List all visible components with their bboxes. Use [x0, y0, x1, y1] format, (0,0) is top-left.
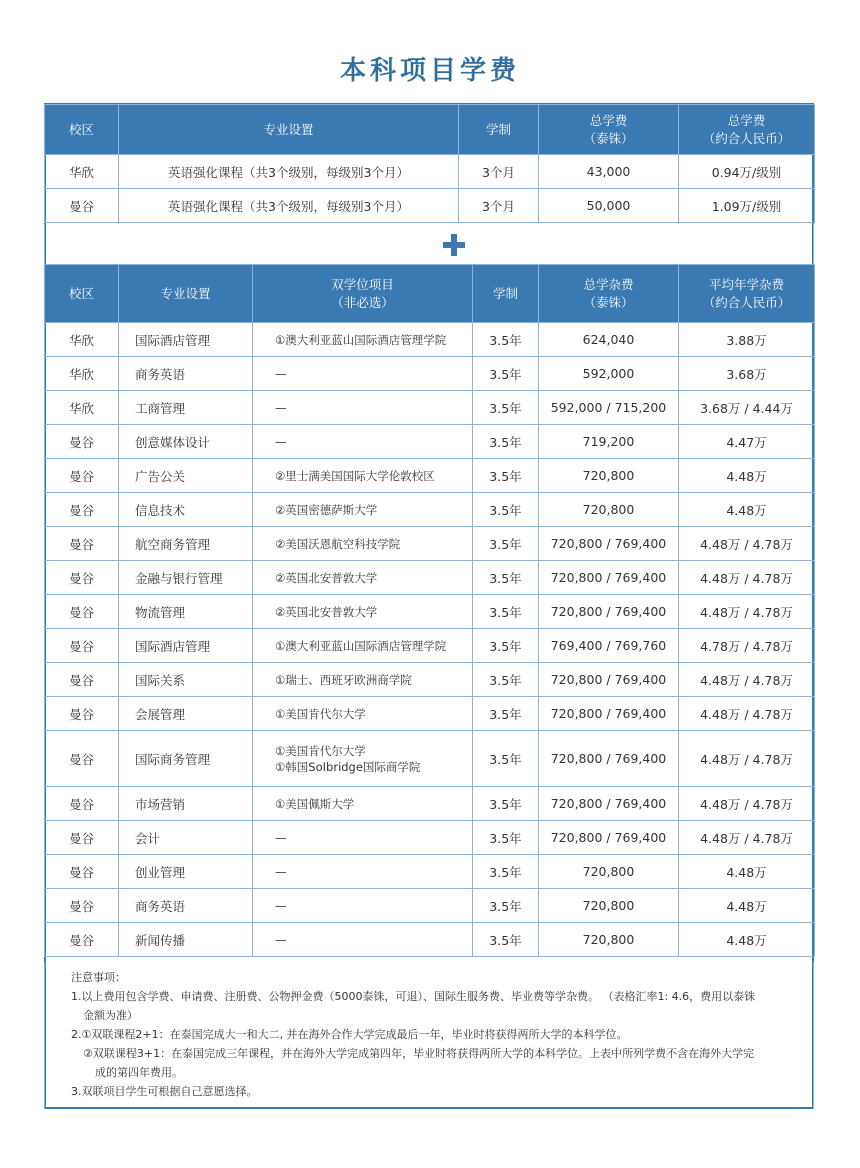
column-header: 平均年学杂费 （约合人民币）	[679, 265, 815, 323]
table-cell: 曼谷	[45, 527, 119, 561]
table-header-row	[45, 265, 815, 323]
table-row	[45, 787, 815, 821]
table-cell: 商务英语	[119, 889, 253, 923]
table-cell: 华欣	[45, 155, 119, 189]
table-cell: 3.5年	[473, 923, 539, 957]
table-cell: 3.5年	[473, 697, 539, 731]
table-cell: 720,800 / 769,400	[539, 821, 679, 855]
table-cell: ②美国沃恩航空科技学院	[253, 527, 473, 561]
table-cell: 会计	[119, 821, 253, 855]
table-cell: —	[253, 821, 473, 855]
table-cell: 3.5年	[473, 425, 539, 459]
table-cell: 592,000 / 715,200	[539, 391, 679, 425]
table-cell: 3.5年	[473, 731, 539, 787]
table-row	[45, 425, 815, 459]
table-cell: 曼谷	[45, 731, 119, 787]
notes-section	[44, 962, 814, 1109]
table-cell: 曼谷	[45, 493, 119, 527]
table-cell: 720,800 / 769,400	[539, 595, 679, 629]
table-cell: —	[253, 923, 473, 957]
table-cell: 3.5年	[473, 787, 539, 821]
table-cell: 720,800 / 769,400	[539, 697, 679, 731]
table-cell: 曼谷	[45, 821, 119, 855]
column-header: 校区	[45, 265, 119, 323]
table-cell: ①美国佩斯大学	[253, 787, 473, 821]
table-cell: 4.48万	[679, 855, 815, 889]
column-header: 校区	[45, 105, 119, 155]
table-cell: ①美国肯代尔大学 ①韩国SoIbridge国际商学院	[253, 731, 473, 787]
table-cell: 3.5年	[473, 459, 539, 493]
table-cell: 华欣	[45, 323, 119, 357]
table-cell: 720,800	[539, 493, 679, 527]
column-header: 总学杂费 （泰铢）	[539, 265, 679, 323]
table-row	[45, 357, 815, 391]
note-1: 1.以上费用包含学费、申请费、注册费、公物押金费（5000泰铢，可退）、国际生服务费、毕业费等学杂费。 （表格汇率1: 4.6，费用以泰铢	[71, 990, 756, 1003]
table-cell: 商务英语	[119, 357, 253, 391]
table-cell: 会展管理	[119, 697, 253, 731]
table-cell: 3个月	[459, 155, 539, 189]
table-cell: 4.47万	[679, 425, 815, 459]
table-cell: 0.94万/级别	[679, 155, 815, 189]
table-cell: 4.48万	[679, 459, 815, 493]
table-cell: 国际酒店管理	[119, 629, 253, 663]
table-cell: 华欣	[45, 357, 119, 391]
table-row	[45, 189, 815, 223]
table-cell: 3.5年	[473, 323, 539, 357]
table-cell: 1.09万/级别	[679, 189, 815, 223]
table-cell: 金融与银行管理	[119, 561, 253, 595]
column-header: 双学位项目 （非必选）	[253, 265, 473, 323]
column-header: 专业设置	[119, 265, 253, 323]
table-row	[45, 391, 815, 425]
table-cell: 曼谷	[45, 787, 119, 821]
table-cell: 航空商务管理	[119, 527, 253, 561]
table-cell: 曼谷	[45, 697, 119, 731]
bachelor-fee-table	[44, 264, 815, 957]
table-cell: 3.5年	[473, 595, 539, 629]
table-cell: 720,800 / 769,400	[539, 527, 679, 561]
table-cell: 720,800 / 769,400	[539, 787, 679, 821]
column-header: 学制	[459, 105, 539, 155]
note-2: 2.①双联课程2+1：在泰国完成大一和大二, 并在海外合作大学完成最后一年，毕业时将获得两所大学的本科学位。	[71, 1028, 628, 1041]
table-cell: 43,000	[539, 155, 679, 189]
table-cell: 国际酒店管理	[119, 323, 253, 357]
table-cell: 曼谷	[45, 459, 119, 493]
table-cell: 720,800 / 769,400	[539, 561, 679, 595]
language-fee-table	[44, 104, 815, 223]
note-1-cont: 金额为准）	[83, 1009, 138, 1022]
table-cell: 曼谷	[45, 663, 119, 697]
table-cell: 3.5年	[473, 391, 539, 425]
table-cell: —	[253, 357, 473, 391]
column-header: 专业设置	[119, 105, 459, 155]
note-4: 3.双联项目学生可根据自己意愿选择。	[71, 1085, 258, 1098]
table-cell: 3.68万	[679, 357, 815, 391]
table-cell: 4.48万	[679, 923, 815, 957]
table-cell: 市场营销	[119, 787, 253, 821]
page-title: 本科项目学费	[339, 56, 520, 86]
table-cell: 3.68万 / 4.44万	[679, 391, 815, 425]
table-cell: 3.5年	[473, 855, 539, 889]
table-cell: 4.48万 / 4.78万	[679, 731, 815, 787]
table-cell: 信息技术	[119, 493, 253, 527]
plus-icon	[443, 234, 465, 256]
table-cell: 4.48万 / 4.78万	[679, 787, 815, 821]
table-cell: 国际关系	[119, 663, 253, 697]
table-cell: 720,800	[539, 855, 679, 889]
column-header: 总学费 （泰铢）	[539, 105, 679, 155]
table-cell: 720,800	[539, 459, 679, 493]
table-cell: —	[253, 425, 473, 459]
table-cell: 3.5年	[473, 821, 539, 855]
note-3: ②双联课程3+1：在泰国完成三年课程，并在海外大学完成第四年，毕业时将获得两所大学的本科学位。上表中所列学费不含在海外大学完	[83, 1047, 755, 1060]
table-row	[45, 855, 815, 889]
table-cell: 3.5年	[473, 561, 539, 595]
table-row	[45, 663, 815, 697]
table-cell: ②英国北安普敦大学	[253, 561, 473, 595]
table-cell: 4.48万 / 4.78万	[679, 821, 815, 855]
table-cell: 曼谷	[45, 923, 119, 957]
table-cell: ①瑞士、西班牙欧洲商学院	[253, 663, 473, 697]
table-row	[45, 493, 815, 527]
table-row	[45, 923, 815, 957]
plus-separator	[44, 224, 814, 264]
table-cell: —	[253, 391, 473, 425]
table-cell: 物流管理	[119, 595, 253, 629]
table-row	[45, 561, 815, 595]
table-cell: 英语强化课程（共3个级别，每级别3个月）	[119, 189, 459, 223]
table-header-row	[45, 105, 815, 155]
table-cell: 英语强化课程（共3个级别，每级别3个月）	[119, 155, 459, 189]
table-cell: 新闻传播	[119, 923, 253, 957]
table-cell: 592,000	[539, 357, 679, 391]
table-cell: 曼谷	[45, 189, 119, 223]
table-cell: 3.5年	[473, 493, 539, 527]
table-cell: 4.48万 / 4.78万	[679, 527, 815, 561]
table-cell: ①澳大利亚蓝山国际酒店管理学院	[253, 323, 473, 357]
table-row	[45, 821, 815, 855]
table-cell: 4.48万	[679, 493, 815, 527]
table-row	[45, 697, 815, 731]
table-cell: ②里士满美国国际大学伦敦校区	[253, 459, 473, 493]
table-cell: 4.48万 / 4.78万	[679, 697, 815, 731]
table-cell: 3.5年	[473, 889, 539, 923]
table-cell: 3.88万	[679, 323, 815, 357]
table-cell: ①美国肯代尔大学	[253, 697, 473, 731]
table-row	[45, 889, 815, 923]
table-cell: 4.48万 / 4.78万	[679, 595, 815, 629]
column-header: 总学费 （约合人民币）	[679, 105, 815, 155]
table-cell: 720,800	[539, 923, 679, 957]
table-row	[45, 629, 815, 663]
table-cell: 4.78万 / 4.78万	[679, 629, 815, 663]
table-row	[45, 459, 815, 493]
table-cell: —	[253, 855, 473, 889]
table-cell: 曼谷	[45, 595, 119, 629]
table-cell: 720,800 / 769,400	[539, 731, 679, 787]
table-cell: 曼谷	[45, 561, 119, 595]
table-cell: 50,000	[539, 189, 679, 223]
table-cell: 3.5年	[473, 357, 539, 391]
table-row	[45, 731, 815, 787]
table-cell: 国际商务管理	[119, 731, 253, 787]
table-cell: 4.48万	[679, 889, 815, 923]
table-cell: 3.5年	[473, 663, 539, 697]
note-3-cont: 成的第四年费用。	[95, 1066, 183, 1079]
table-cell: 工商管理	[119, 391, 253, 425]
table-cell: 624,040	[539, 323, 679, 357]
table-cell: 3个月	[459, 189, 539, 223]
table-cell: 华欣	[45, 391, 119, 425]
table-cell: 曼谷	[45, 425, 119, 459]
table-row	[45, 527, 815, 561]
table-cell: 4.48万 / 4.78万	[679, 561, 815, 595]
table-row	[45, 155, 815, 189]
table-cell: 广告公关	[119, 459, 253, 493]
table-cell: 曼谷	[45, 889, 119, 923]
table-cell: 曼谷	[45, 629, 119, 663]
notes-heading: 注意事项：	[71, 971, 126, 984]
table-cell: ②英国北安普敦大学	[253, 595, 473, 629]
table-cell: —	[253, 889, 473, 923]
column-header: 学制	[473, 265, 539, 323]
table-row	[45, 323, 815, 357]
table-cell: 769,400 / 769,760	[539, 629, 679, 663]
table-cell: 创意媒体设计	[119, 425, 253, 459]
table-cell: 719,200	[539, 425, 679, 459]
table-cell: ①澳大利亚蓝山国际酒店管理学院	[253, 629, 473, 663]
table-cell: 720,800 / 769,400	[539, 663, 679, 697]
table-cell: 创业管理	[119, 855, 253, 889]
table-row	[45, 595, 815, 629]
table-cell: 3.5年	[473, 527, 539, 561]
table-cell: 720,800	[539, 889, 679, 923]
table-cell: 曼谷	[45, 855, 119, 889]
table-cell: ②英国密德萨斯大学	[253, 493, 473, 527]
table-cell: 4.48万 / 4.78万	[679, 663, 815, 697]
table-cell: 3.5年	[473, 629, 539, 663]
